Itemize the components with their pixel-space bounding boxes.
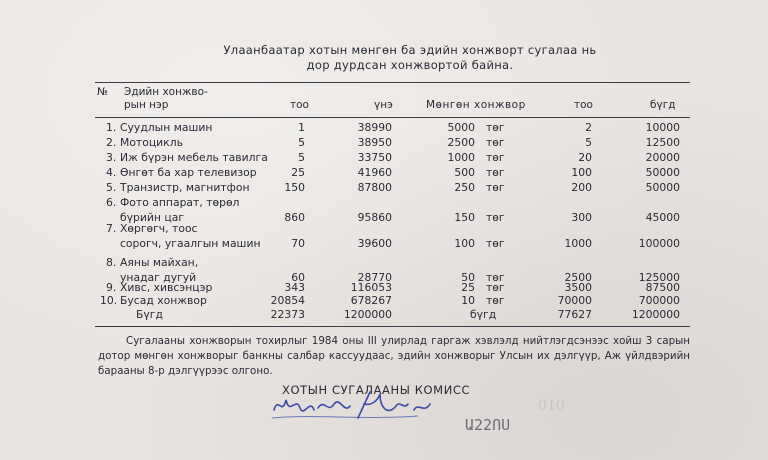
col-quantity: тоо bbox=[290, 99, 309, 111]
row-total: 700000 bbox=[638, 294, 680, 307]
row-item-name: Хивс, хивсэнцэр bbox=[120, 281, 213, 294]
row-item-name: унадаг дугуй bbox=[120, 271, 197, 284]
row-money-amount: 250 bbox=[454, 181, 475, 194]
redemption-notice bbox=[98, 334, 690, 379]
totals-money-label: бүгд bbox=[470, 308, 497, 321]
row-item-name: Бусад хонжвор bbox=[120, 294, 207, 307]
totals-quantity: 22373 bbox=[270, 308, 305, 321]
row-price: 39600 bbox=[357, 237, 392, 250]
row-number: 5. bbox=[106, 181, 117, 194]
row-quantity: 25 bbox=[291, 166, 305, 179]
row-money-amount: 50 bbox=[461, 271, 475, 284]
row-money-currency: төг bbox=[486, 294, 505, 307]
row-number: 9. bbox=[106, 281, 117, 294]
table-bottom-rule bbox=[95, 326, 690, 327]
row-total: 100000 bbox=[638, 237, 680, 250]
col-item-name-line-1: Эдийн хонжво- bbox=[124, 86, 208, 98]
row-money-quantity: 5 bbox=[585, 136, 592, 149]
row-total: 10000 bbox=[645, 121, 680, 134]
row-number: 2. bbox=[106, 136, 117, 149]
bleed-through-mark: 010 bbox=[538, 398, 565, 414]
row-quantity: 20854 bbox=[270, 294, 305, 307]
row-number: 10. bbox=[100, 294, 118, 307]
row-money-currency: төг bbox=[486, 166, 505, 179]
heading-line-2: дор дурдсан хонжвортой байна. bbox=[306, 58, 514, 72]
row-money-amount: 10 bbox=[461, 294, 475, 307]
row-price: 678267 bbox=[350, 294, 392, 307]
row-money-amount: 500 bbox=[454, 166, 475, 179]
row-money-amount: 25 bbox=[461, 281, 475, 294]
row-money-currency: төг bbox=[486, 121, 505, 134]
row-quantity: 70 bbox=[291, 237, 305, 250]
heading-line-1: Улаанбаатар хотын мөнгөн ба эдийн хонжворт сугалаа нь bbox=[223, 43, 597, 57]
row-money-amount: 150 bbox=[454, 211, 475, 224]
redemption-paragraph: Сугалааны хонжворын тохирлыг 1984 оны III улирлад гаргаж хэвлэлд нийтлэгдсэнээс хойш 3 сарын дотор мөнгөн хонжворыг банкны салбар кассуудаас, эдийн хонжворыг Улсын их дэлгүүр, Аж үйлдвэрийн барааны 8-р дэлгүүрээс олгоно. bbox=[98, 335, 690, 377]
row-quantity: 5 bbox=[298, 151, 305, 164]
row-item-name: бүрийн цаг bbox=[120, 211, 185, 224]
table-header-rule bbox=[95, 117, 690, 118]
row-item-name: Өнгөт ба хар телевизор bbox=[120, 166, 257, 179]
totals-total: 1200000 bbox=[631, 308, 680, 321]
col-price: үнэ bbox=[374, 99, 393, 111]
row-money-amount: 2500 bbox=[447, 136, 475, 149]
row-quantity: 860 bbox=[284, 211, 305, 224]
row-price: 116053 bbox=[350, 281, 392, 294]
col-money-prize: Мөнгөн хонжвор bbox=[426, 99, 526, 111]
row-money-quantity: 1000 bbox=[564, 237, 592, 250]
row-money-quantity: 2500 bbox=[564, 271, 592, 284]
row-number: 4. bbox=[106, 166, 117, 179]
row-item-name: Мотоцикль bbox=[120, 136, 183, 149]
row-item-name: Аяны майхан, bbox=[120, 256, 199, 269]
row-item-name: Транзистр, магнитфон bbox=[120, 181, 250, 194]
row-money-quantity: 200 bbox=[571, 181, 592, 194]
row-money-currency: төг bbox=[486, 211, 505, 224]
row-number: 7. bbox=[106, 222, 117, 235]
serial-number: Ա22ՈՍ bbox=[465, 416, 511, 434]
row-price: 95860 bbox=[357, 211, 392, 224]
row-item-name: Суудлын машин bbox=[120, 121, 213, 134]
totals-label: Бүгд bbox=[136, 308, 163, 321]
row-item-name: сорогч, угаалгын машин bbox=[120, 237, 261, 250]
row-quantity: 5 bbox=[298, 136, 305, 149]
row-money-currency: төг bbox=[486, 151, 505, 164]
totals-money-quantity: 77627 bbox=[557, 308, 592, 321]
totals-price: 1200000 bbox=[343, 308, 392, 321]
row-price: 28770 bbox=[357, 271, 392, 284]
row-money-quantity: 70000 bbox=[557, 294, 592, 307]
row-number: 8. bbox=[106, 256, 117, 269]
row-money-amount: 100 bbox=[454, 237, 475, 250]
row-money-quantity: 100 bbox=[571, 166, 592, 179]
row-money-currency: төг bbox=[486, 136, 505, 149]
col-item-name-line-2: рын нэр bbox=[124, 99, 169, 111]
row-number: 6. bbox=[106, 196, 117, 209]
row-item-name: Иж бүрэн мебель тавилга bbox=[120, 151, 268, 164]
row-total: 125000 bbox=[638, 271, 680, 284]
row-total: 50000 bbox=[645, 181, 680, 194]
row-price: 38990 bbox=[357, 121, 392, 134]
row-money-currency: төг bbox=[486, 181, 505, 194]
row-money-quantity: 20 bbox=[578, 151, 592, 164]
handwritten-signature bbox=[268, 388, 448, 428]
row-total: 87500 bbox=[645, 281, 680, 294]
row-price: 41960 bbox=[357, 166, 392, 179]
col-money-quantity: тоо bbox=[574, 99, 593, 111]
row-price: 38950 bbox=[357, 136, 392, 149]
row-price: 33750 bbox=[357, 151, 392, 164]
row-item-name: Фото аппарат, төрөл bbox=[120, 196, 240, 209]
row-number: 1. bbox=[106, 121, 117, 134]
row-total: 50000 bbox=[645, 166, 680, 179]
table-top-rule bbox=[95, 82, 690, 83]
row-quantity: 60 bbox=[291, 271, 305, 284]
row-total: 45000 bbox=[645, 211, 680, 224]
row-money-amount: 1000 bbox=[447, 151, 475, 164]
row-total: 20000 bbox=[645, 151, 680, 164]
commission-name: ХОТЫН СУГАЛААНЫ КОМИСС bbox=[282, 383, 471, 397]
row-money-quantity: 300 bbox=[571, 211, 592, 224]
row-money-currency: төг bbox=[486, 237, 505, 250]
row-money-quantity: 3500 bbox=[564, 281, 592, 294]
row-quantity: 1 bbox=[298, 121, 305, 134]
row-quantity: 343 bbox=[284, 281, 305, 294]
row-price: 87800 bbox=[357, 181, 392, 194]
row-money-amount: 5000 bbox=[447, 121, 475, 134]
col-total: бүгд bbox=[650, 99, 676, 111]
notice-heading bbox=[170, 43, 650, 73]
row-money-quantity: 2 bbox=[585, 121, 592, 134]
row-total: 12500 bbox=[645, 136, 680, 149]
row-item-name: Хөргөгч, тоос bbox=[120, 222, 198, 235]
row-number: 3. bbox=[106, 151, 117, 164]
row-money-currency: төг bbox=[486, 271, 505, 284]
row-money-currency: төг bbox=[486, 281, 505, 294]
col-number-mark: № bbox=[97, 86, 108, 98]
row-quantity: 150 bbox=[284, 181, 305, 194]
